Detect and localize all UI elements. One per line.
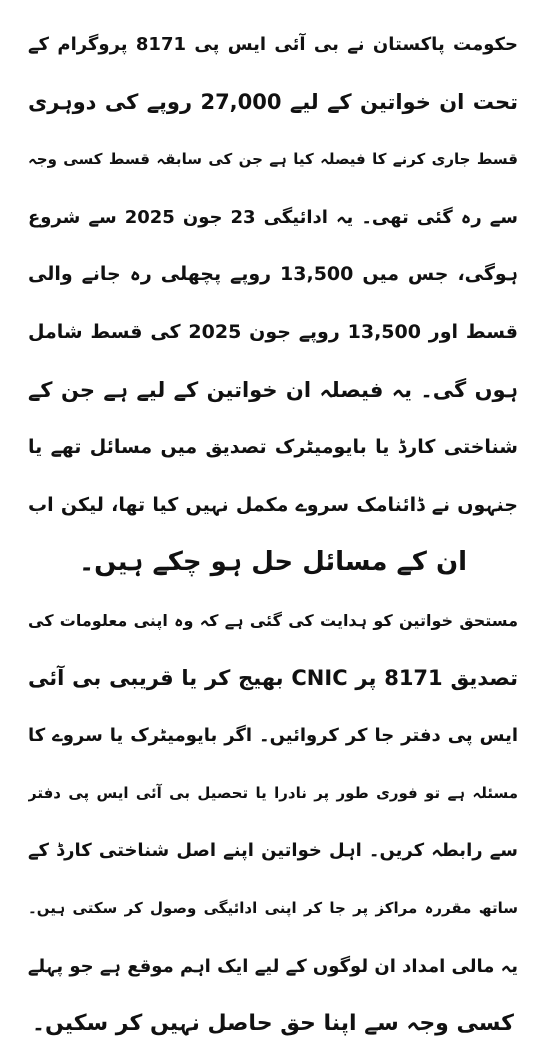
text-line: قسط اور 13,500 روپے جون 2025 کی قسط شامل — [28, 320, 518, 343]
text-line: ہوں گی۔ یہ فیصلہ ان خواتین کے لیے ہے جن کے — [28, 377, 518, 402]
text-line: سے رابطہ کریں۔ اہل خواتین اپنے اصل شناختی کارڈ کے — [28, 840, 518, 862]
text-line: کسی وجہ سے اپنا حق حاصل نہیں کر سکیں۔ — [32, 1011, 514, 1037]
text-line: جنہوں نے ڈائنامک سروے مکمل نہیں کیا تھا، لیکن اب — [28, 493, 518, 516]
text-line: ایس پی دفتر جا کر کروائیں۔ اگر بایومیٹرک یا سروے کا — [28, 725, 518, 747]
text-line: تصدیق 8171 پر CNIC بھیج کر یا قریبی بی آئی — [28, 665, 518, 690]
text-line: ہوگی، جس میں 13,500 روپے پچھلی رہ جانے والی — [28, 263, 518, 286]
text-line: مسئلہ ہے تو فوری طور پر نادرا یا تحصیل بی آئی ایس پی دفتر — [28, 783, 518, 802]
text-line: ساتھ مقررہ مراکز پر جا کر اپنی ادائیگی وصول کر سکتی ہیں۔ — [28, 898, 518, 917]
paragraph-1 — [28, 16, 518, 592]
text-line: مستحق خواتین کو ہدایت کی گئی ہے کہ وہ اپنی معلومات کی — [28, 610, 518, 630]
text-line: ان کے مسائل حل ہو چکے ہیں۔ — [78, 547, 468, 578]
paragraph-2 — [28, 592, 518, 1053]
article-body — [0, 16, 546, 1053]
text-line: سے رہ گئی تھی۔ یہ ادائیگی 23 جون 2025 سے شروع — [28, 206, 518, 228]
text-line: تحت ان خواتین کے لیے 27,000 روپے کی دوہری — [28, 89, 518, 114]
text-line: قسط جاری کرنے کا فیصلہ کیا ہے جن کی سابقہ قسط کسی وجہ — [28, 150, 518, 169]
text-line: یہ مالی امداد ان لوگوں کے لیے ایک اہم موقع ہے جو پہلے — [28, 955, 518, 977]
text-line: حکومت پاکستان نے بی آئی ایس پی 8171 پروگرام کے — [28, 34, 518, 55]
text-line: شناختی کارڈ یا بایومیٹرک تصدیق میں مسائل تھے یا — [28, 436, 518, 459]
